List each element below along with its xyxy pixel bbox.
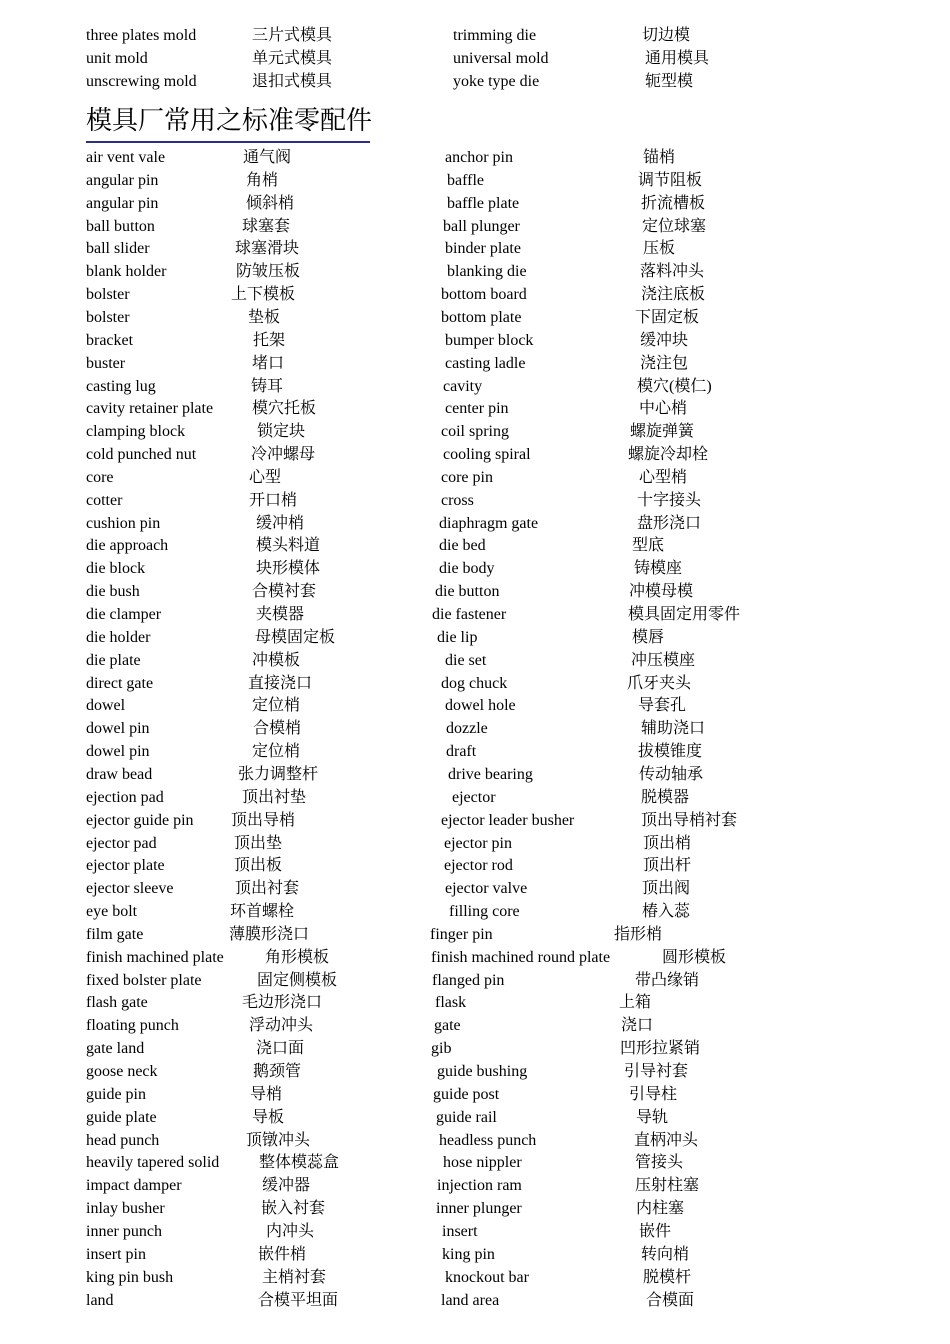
term-zh-left: 堵口	[252, 354, 285, 372]
term-zh-left: 模头料道	[256, 537, 321, 555]
glossary-row	[0, 534, 950, 557]
glossary-row	[0, 260, 950, 283]
term-en-right: finger pin	[430, 925, 493, 943]
term-zh-right: 辅助浇口	[641, 720, 706, 738]
term-en-right: casting ladle	[445, 354, 526, 372]
glossary-row	[0, 215, 950, 238]
term-en-left: die plate	[86, 651, 141, 669]
term-en-right: flask	[435, 994, 467, 1012]
term-zh-left: 浇口面	[256, 1040, 305, 1058]
term-en-left: inlay busher	[86, 1200, 165, 1218]
term-zh-left: 顶出垫	[234, 834, 283, 852]
term-zh-left: 合模平坦面	[258, 1291, 339, 1309]
term-en-right: draft	[446, 743, 477, 761]
glossary-row	[0, 375, 950, 398]
glossary-row	[0, 283, 950, 306]
term-en-right: ejector	[452, 788, 496, 806]
term-zh-left: 顶镦冲头	[246, 1131, 311, 1149]
glossary-row	[0, 832, 950, 855]
term-en-left: core	[86, 468, 114, 486]
glossary-row	[0, 352, 950, 375]
term-en-left: ejector guide pin	[86, 811, 194, 829]
term-en-left: dowel pin	[86, 743, 150, 761]
term-zh-left: 顶出衬垫	[242, 788, 307, 806]
glossary-row	[0, 854, 950, 877]
term-zh-left: 缓冲梢	[256, 514, 305, 532]
term-en-left: flash gate	[86, 994, 148, 1012]
term-en-left: dowel	[86, 697, 126, 715]
glossary-row	[0, 672, 950, 695]
term-zh-left: 嵌入衬套	[261, 1200, 326, 1218]
term-en-right: die lip	[437, 628, 478, 646]
glossary-row	[0, 1083, 950, 1106]
term-en-right: knockout bar	[445, 1268, 529, 1286]
glossary-row	[0, 717, 950, 740]
term-en-left: direct gate	[86, 674, 154, 692]
term-en-right: cooling spiral	[443, 446, 531, 464]
glossary-row	[0, 626, 950, 649]
term-en-right: die bed	[439, 537, 486, 555]
glossary-row	[0, 946, 950, 969]
term-zh-left: 球塞滑块	[235, 240, 300, 258]
section-title: 模具厂常用之标准零配件	[86, 106, 373, 135]
term-zh-left: 球塞套	[242, 217, 291, 235]
glossary-row	[0, 740, 950, 763]
glossary-row	[0, 420, 950, 443]
glossary-row	[0, 809, 950, 832]
glossary-row	[0, 237, 950, 260]
term-en-left: cotter	[86, 491, 123, 509]
term-en-right: guide bushing	[437, 1063, 528, 1080]
term-en-right: ejector valve	[445, 880, 528, 898]
term-zh-right: 压板	[643, 240, 676, 258]
glossary-row	[0, 443, 950, 466]
term-en-left: draw bead	[86, 765, 153, 783]
term-zh-left: 毛边形浇口	[242, 994, 323, 1012]
term-zh-left: 铸耳	[251, 377, 284, 395]
term-en-left: ejector pad	[86, 834, 157, 852]
term-en-left: ejection pad	[86, 788, 164, 806]
term-zh-right: 模唇	[632, 628, 665, 646]
term-en-left: angular pin	[86, 171, 159, 189]
term-zh-right: 椿入蕊	[642, 903, 691, 921]
term-en-left: die bush	[86, 583, 140, 601]
term-en-right: guide rail	[436, 1108, 497, 1126]
term-zh-right: 下固定板	[635, 308, 700, 326]
glossary-row	[0, 47, 950, 70]
term-zh-left: 固定侧模板	[257, 971, 338, 989]
term-zh-left: 合模梢	[253, 720, 302, 738]
glossary-row	[0, 192, 950, 215]
term-zh-right: 导套孔	[638, 697, 687, 715]
term-zh-right: 浇注底板	[641, 286, 706, 304]
term-en-right: ball plunger	[443, 217, 520, 235]
term-zh-left: 主梢衬套	[262, 1268, 327, 1286]
term-zh-left: 夹模器	[256, 606, 305, 623]
term-zh-left: 托架	[253, 331, 286, 349]
term-en-right: finish machined round plate	[431, 948, 611, 966]
term-en-left: inner punch	[86, 1222, 162, 1240]
term-zh-right: 落料冲头	[640, 263, 705, 281]
glossary-row	[0, 512, 950, 535]
term-en-left: impact damper	[86, 1177, 182, 1195]
term-en-right: die button	[435, 583, 500, 601]
term-en-left: clamping block	[86, 423, 186, 441]
term-en-left: floating punch	[86, 1017, 179, 1035]
term-en-left: blank holder	[86, 263, 167, 281]
term-en-right: bottom board	[441, 286, 527, 304]
term-en-right: baffle plate	[447, 194, 520, 212]
term-zh-left: 单元式模具	[252, 50, 333, 67]
term-zh-left: 三片式模具	[252, 27, 333, 44]
glossary-row	[0, 1151, 950, 1174]
term-zh-left: 定位梢	[252, 697, 301, 715]
term-zh-right: 中心梢	[639, 400, 688, 418]
term-en-left: three plates mold	[86, 27, 197, 44]
term-zh-right: 顶出梢	[643, 834, 692, 852]
term-en-right: ejector leader busher	[441, 811, 575, 829]
term-zh-left: 嵌件梢	[258, 1245, 307, 1263]
glossary-row	[0, 70, 950, 93]
term-zh-right: 压射柱塞	[635, 1177, 700, 1195]
term-zh-right: 切边模	[642, 27, 691, 44]
term-en-left: unscrewing mold	[86, 73, 197, 90]
term-en-right: baffle	[447, 171, 485, 189]
term-zh-left: 冲模板	[252, 651, 301, 669]
term-zh-left: 鹅颈管	[253, 1063, 302, 1080]
term-en-right: gib	[431, 1040, 452, 1058]
term-en-left: ejector sleeve	[86, 880, 174, 898]
term-en-left: guide plate	[86, 1108, 157, 1126]
glossary-row	[0, 786, 950, 809]
term-zh-right: 拔模锥度	[638, 743, 703, 761]
term-zh-right: 缓冲块	[640, 331, 689, 349]
glossary-row	[0, 557, 950, 580]
term-en-right: yoke type die	[453, 73, 540, 90]
term-zh-right: 盘形浇口	[637, 514, 702, 532]
glossary-row	[0, 969, 950, 992]
glossary-row	[0, 1014, 950, 1037]
term-en-right: coil spring	[441, 423, 509, 441]
term-zh-left: 顶出板	[234, 857, 283, 875]
term-en-right: injection ram	[437, 1177, 522, 1195]
glossary-row	[0, 169, 950, 192]
term-en-left: die holder	[86, 628, 151, 646]
term-en-left: ball slider	[86, 240, 150, 258]
term-zh-left: 定位梢	[252, 743, 301, 761]
term-zh-right: 通用模具	[645, 50, 710, 67]
term-zh-right: 传动轴承	[639, 765, 704, 783]
term-zh-left: 心型	[249, 468, 282, 486]
term-en-right: diaphragm gate	[439, 514, 539, 532]
glossary-row	[0, 923, 950, 946]
term-zh-left: 倾斜梢	[246, 194, 295, 212]
term-zh-left: 环首螺栓	[230, 903, 295, 921]
term-en-right: die set	[445, 651, 487, 669]
glossary-row	[0, 397, 950, 420]
term-en-left: bolster	[86, 308, 130, 326]
term-en-right: blanking die	[447, 263, 527, 281]
term-en-left: insert pin	[86, 1245, 146, 1263]
term-zh-left: 顶出衬套	[235, 880, 300, 898]
glossary-row	[0, 1220, 950, 1243]
term-zh-left: 内冲头	[266, 1222, 315, 1240]
term-en-right: bumper block	[445, 331, 534, 349]
term-en-left: cavity retainer plate	[86, 400, 214, 418]
term-zh-right: 引导衬套	[624, 1063, 689, 1080]
term-zh-left: 角梢	[246, 171, 279, 189]
term-en-left: guide pin	[86, 1085, 146, 1103]
term-zh-right: 脱模杆	[643, 1268, 692, 1286]
term-en-left: die block	[86, 560, 146, 578]
term-en-left: king pin bush	[86, 1268, 174, 1286]
glossary-row	[0, 24, 950, 47]
glossary-row	[0, 1266, 950, 1289]
glossary-row	[0, 877, 950, 900]
term-zh-right: 铸模座	[634, 560, 683, 578]
term-en-right: gate	[434, 1017, 461, 1035]
term-en-left: eye bolt	[86, 903, 138, 921]
term-en-right: cross	[441, 491, 474, 509]
term-zh-left: 张力调整杆	[238, 765, 319, 783]
glossary-row	[0, 1060, 950, 1083]
glossary-row	[0, 1197, 950, 1220]
term-en-right: insert	[442, 1222, 478, 1240]
term-zh-left: 锁定块	[257, 423, 306, 441]
term-en-right: dozzle	[446, 720, 488, 738]
term-en-right: inner plunger	[436, 1200, 522, 1218]
term-zh-left: 导板	[252, 1108, 285, 1126]
term-zh-right: 导轨	[636, 1108, 669, 1126]
term-en-right: universal mold	[453, 50, 549, 67]
term-zh-right: 管接头	[635, 1154, 684, 1172]
glossary-row	[0, 329, 950, 352]
term-zh-left: 导梢	[250, 1085, 283, 1103]
term-en-left: cushion pin	[86, 514, 161, 532]
glossary-row	[0, 763, 950, 786]
term-en-right: cavity	[443, 377, 483, 395]
glossary-row	[0, 146, 950, 169]
term-zh-left: 通气阀	[243, 149, 292, 166]
term-zh-right: 型底	[632, 537, 665, 555]
term-en-left: ball button	[86, 217, 155, 235]
term-en-left: heavily tapered solid	[86, 1154, 220, 1172]
term-en-left: fixed bolster plate	[86, 971, 202, 989]
term-en-left: dowel pin	[86, 720, 150, 738]
term-zh-right: 引导柱	[629, 1085, 678, 1103]
term-zh-right: 凹形拉紧销	[620, 1040, 701, 1058]
glossary-row	[0, 603, 950, 626]
term-en-left: casting lug	[86, 377, 156, 395]
term-en-left: angular pin	[86, 194, 159, 212]
term-en-right: core pin	[441, 468, 493, 486]
term-zh-right: 螺旋弹簧	[630, 423, 695, 441]
glossary-row	[0, 1289, 950, 1312]
term-zh-left: 角形模板	[265, 948, 330, 966]
glossary-row	[0, 1243, 950, 1266]
term-en-right: filling core	[449, 903, 520, 921]
term-zh-right: 模具固定用零件	[628, 606, 741, 623]
glossary-row	[0, 306, 950, 329]
term-zh-left: 浮动冲头	[249, 1017, 314, 1035]
term-zh-right: 折流槽板	[641, 194, 706, 212]
term-en-left: bolster	[86, 286, 130, 304]
section-title-underline	[86, 141, 370, 143]
term-en-right: dog chuck	[441, 674, 508, 692]
term-zh-right: 转向梢	[641, 1245, 690, 1263]
term-zh-right: 模穴(模仁)	[637, 377, 712, 395]
glossary-row	[0, 649, 950, 672]
term-zh-right: 浇注包	[640, 354, 689, 372]
term-zh-right: 调节阻板	[638, 171, 703, 189]
term-en-right: hose nippler	[443, 1154, 522, 1172]
term-zh-left: 退扣式模具	[252, 73, 333, 90]
term-en-right: flanged pin	[432, 971, 505, 989]
term-zh-left: 上下模板	[231, 286, 296, 304]
term-zh-right: 带凸缘销	[635, 971, 700, 989]
term-en-left: goose neck	[86, 1063, 158, 1080]
term-en-left: bracket	[86, 331, 134, 349]
glossary-row	[0, 1037, 950, 1060]
term-zh-left: 冷冲螺母	[251, 446, 316, 464]
glossary-row	[0, 900, 950, 923]
term-en-left: die clamper	[86, 606, 162, 623]
term-en-right: trimming die	[453, 27, 537, 44]
term-zh-right: 定位球塞	[642, 217, 707, 235]
term-en-left: finish machined plate	[86, 948, 224, 966]
term-en-left: air vent vale	[86, 149, 166, 166]
term-zh-left: 整体模蕊盒	[259, 1154, 340, 1172]
term-en-left: buster	[86, 354, 126, 372]
term-zh-right: 顶出阀	[642, 880, 691, 898]
term-zh-right: 螺旋冷却栓	[628, 446, 709, 464]
term-en-right: die fastener	[432, 606, 507, 623]
term-en-right: headless punch	[439, 1131, 537, 1149]
term-zh-right: 冲压模座	[631, 651, 696, 669]
glossary-row	[0, 1174, 950, 1197]
term-zh-right: 心型梢	[639, 468, 688, 486]
term-en-right: center pin	[445, 400, 509, 418]
term-zh-right: 圆形模板	[662, 948, 727, 966]
term-zh-right: 十字接头	[637, 491, 702, 509]
term-en-right: king pin	[442, 1245, 495, 1263]
term-en-right: binder plate	[445, 240, 521, 258]
term-zh-right: 直柄冲头	[634, 1131, 699, 1149]
term-zh-left: 垫板	[248, 308, 281, 326]
term-zh-left: 开口梢	[249, 491, 298, 509]
term-zh-right: 锚梢	[643, 149, 676, 166]
term-en-left: land	[86, 1291, 114, 1309]
term-en-right: guide post	[433, 1085, 500, 1103]
term-zh-left: 直接浇口	[248, 674, 313, 692]
term-en-right: dowel hole	[445, 697, 516, 715]
term-zh-right: 爪牙夹头	[627, 674, 692, 692]
glossary-row	[0, 1106, 950, 1129]
term-zh-left: 母模固定板	[255, 628, 336, 646]
term-zh-left: 模穴托板	[252, 400, 317, 418]
term-en-left: gate land	[86, 1040, 145, 1058]
term-zh-right: 顶出杆	[643, 857, 692, 875]
term-zh-right: 轭型模	[645, 73, 694, 90]
glossary-row	[0, 1129, 950, 1152]
term-en-right: drive bearing	[448, 765, 533, 783]
term-zh-right: 上箱	[619, 994, 652, 1012]
term-zh-left: 防皱压板	[236, 263, 301, 281]
term-en-right: anchor pin	[445, 149, 513, 166]
term-zh-left: 薄膜形浇口	[229, 925, 310, 943]
glossary-row	[0, 466, 950, 489]
term-zh-right: 嵌件	[639, 1222, 672, 1240]
term-en-right: bottom plate	[441, 308, 522, 326]
term-en-right: ejector rod	[444, 857, 513, 875]
term-zh-right: 冲模母模	[629, 583, 694, 601]
term-en-left: die approach	[86, 537, 169, 555]
term-en-left: film gate	[86, 925, 144, 943]
term-zh-left: 缓冲器	[262, 1177, 311, 1195]
term-zh-right: 顶出导梢衬套	[641, 811, 738, 829]
term-en-right: land area	[441, 1291, 500, 1309]
term-en-left: unit mold	[86, 50, 148, 67]
term-zh-left: 块形模体	[256, 560, 321, 578]
glossary-row	[0, 489, 950, 512]
term-zh-left: 顶出导梢	[231, 811, 296, 829]
term-zh-right: 指形梢	[614, 925, 663, 943]
term-en-left: head punch	[86, 1131, 160, 1149]
term-en-left: cold punched nut	[86, 446, 197, 464]
term-en-left: ejector plate	[86, 857, 165, 875]
term-zh-right: 合模面	[646, 1291, 695, 1309]
term-en-right: die body	[439, 560, 495, 578]
term-zh-right: 浇口	[621, 1017, 654, 1035]
glossary-row	[0, 991, 950, 1014]
glossary-row	[0, 694, 950, 717]
term-zh-right: 脱模器	[641, 788, 690, 806]
term-en-right: ejector pin	[444, 834, 512, 852]
term-zh-right: 内柱塞	[636, 1200, 685, 1218]
term-zh-left: 合模衬套	[252, 583, 317, 601]
glossary-row	[0, 580, 950, 603]
